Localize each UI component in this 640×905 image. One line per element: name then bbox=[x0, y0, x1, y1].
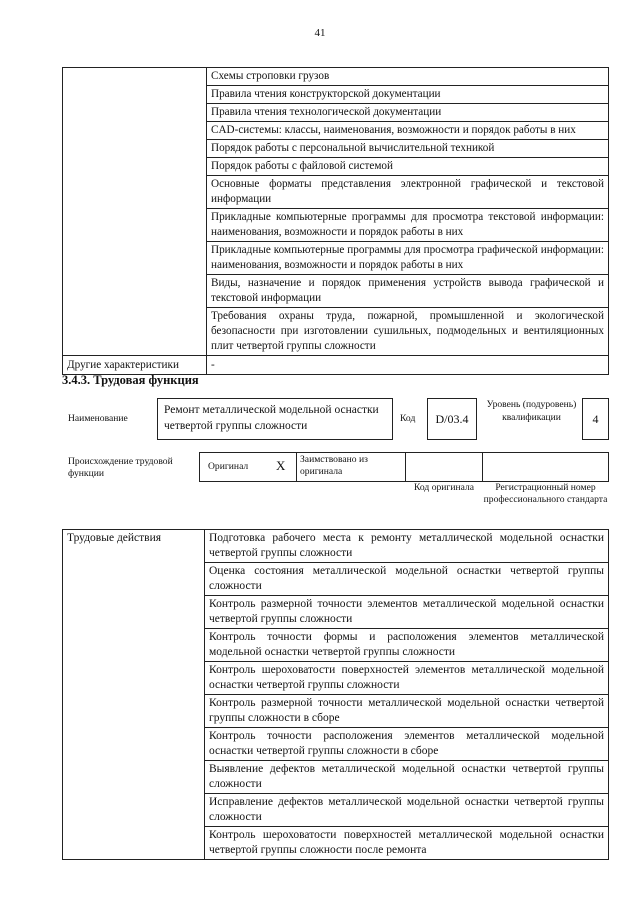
labor-action-item: Исправление дефектов металлической модельной оснастки четвертой группы сложности bbox=[205, 794, 609, 827]
labor-action-item: Контроль точности формы и расположения элементов металлической модельной оснастки четвертой группы сложности bbox=[205, 629, 609, 662]
other-characteristics-label: Другие характеристики bbox=[63, 356, 207, 375]
knowledge-item: Прикладные компьютерные программы для просмотра графической информации: наименования, возможности и порядок работы в них bbox=[207, 242, 609, 275]
section-heading: 3.4.3. Трудовая функция bbox=[62, 373, 199, 387]
other-characteristics-value: - bbox=[207, 356, 609, 375]
knowledge-table bbox=[62, 67, 609, 375]
knowledge-item: Требования охраны труда, пожарной, промышленной и экологической безопасности при изготовлении сушильных, подмодельных и вентиляционных плит четвертой группы сложности bbox=[207, 308, 609, 356]
function-name-field: Ремонт металлической модельной оснастки четвертой группы сложности bbox=[157, 398, 393, 440]
knowledge-item: Прикладные компьютерные программы для просмотра текстовой информации: наименования, возможности и порядок работы в них bbox=[207, 209, 609, 242]
labor-action-item: Контроль размерной точности элементов металлической модельной оснастки четвертой группы сложности bbox=[205, 596, 609, 629]
labor-action-row bbox=[63, 530, 609, 563]
code-field: D/03.4 bbox=[427, 398, 477, 440]
knowledge-item: Правила чтения конструкторской документации bbox=[207, 86, 609, 104]
knowledge-item: Виды, назначение и порядок применения устройств вывода графической и текстовой информации bbox=[207, 275, 609, 308]
knowledge-item: Правила чтения технологической документации bbox=[207, 104, 609, 122]
labor-action-item: Подготовка рабочего места к ремонту металлической модельной оснастки четвертой группы сложности bbox=[205, 530, 609, 563]
knowledge-label-cell bbox=[63, 68, 207, 356]
knowledge-row bbox=[63, 68, 609, 86]
name-label: Наименование bbox=[68, 413, 128, 424]
borrowed-cell: Заимствовано из оригинала bbox=[296, 452, 406, 482]
origin-label: Происхождение трудовой функции bbox=[68, 456, 173, 479]
registration-number-field bbox=[482, 452, 609, 482]
knowledge-item: Основные форматы представления электронной графической и текстовой информации bbox=[207, 176, 609, 209]
code-original-label: Код оригинала bbox=[413, 482, 475, 493]
qualification-level-label: Уровень (подуровень) квалификации bbox=[486, 399, 577, 423]
knowledge-item: Порядок работы с персональной вычислительной техникой bbox=[207, 140, 609, 158]
labor-action-item: Контроль точности расположения элементов металлической модельной оснастки четвертой группы сложности в сборе bbox=[205, 728, 609, 761]
original-label: Оригинал bbox=[208, 461, 249, 472]
qualification-level-field: 4 bbox=[582, 398, 609, 440]
knowledge-item: Схемы строповки грузов bbox=[207, 68, 609, 86]
labor-action-item: Контроль размерной точности металлической модельной оснастки четвертой группы сложности в сборе bbox=[205, 695, 609, 728]
other-characteristics-row bbox=[63, 356, 609, 375]
labor-action-item: Оценка состояния металлической модельной оснастки четвертой группы сложности bbox=[205, 563, 609, 596]
knowledge-item: Порядок работы с файловой системой bbox=[207, 158, 609, 176]
labor-actions-table bbox=[62, 529, 609, 860]
page-number: 41 bbox=[314, 27, 326, 39]
registration-number-label: Регистрационный номер профессионального стандарта bbox=[483, 482, 608, 505]
labor-action-item: Выявление дефектов металлической модельной оснастки четвертой группы сложности bbox=[205, 761, 609, 794]
code-label: Код bbox=[400, 413, 416, 424]
labor-action-item: Контроль шероховатости поверхностей металлической модельной оснастки четвертой группы сложности после ремонта bbox=[205, 827, 609, 860]
knowledge-item: CAD-системы: классы, наименования, возможности и порядок работы в них bbox=[207, 122, 609, 140]
code-original-field bbox=[405, 452, 483, 482]
original-checkmark: X bbox=[276, 458, 286, 473]
labor-actions-label: Трудовые действия bbox=[63, 530, 205, 860]
labor-action-item: Контроль шероховатости поверхностей элементов металлической модельной оснастки четвертой группы сложности bbox=[205, 662, 609, 695]
